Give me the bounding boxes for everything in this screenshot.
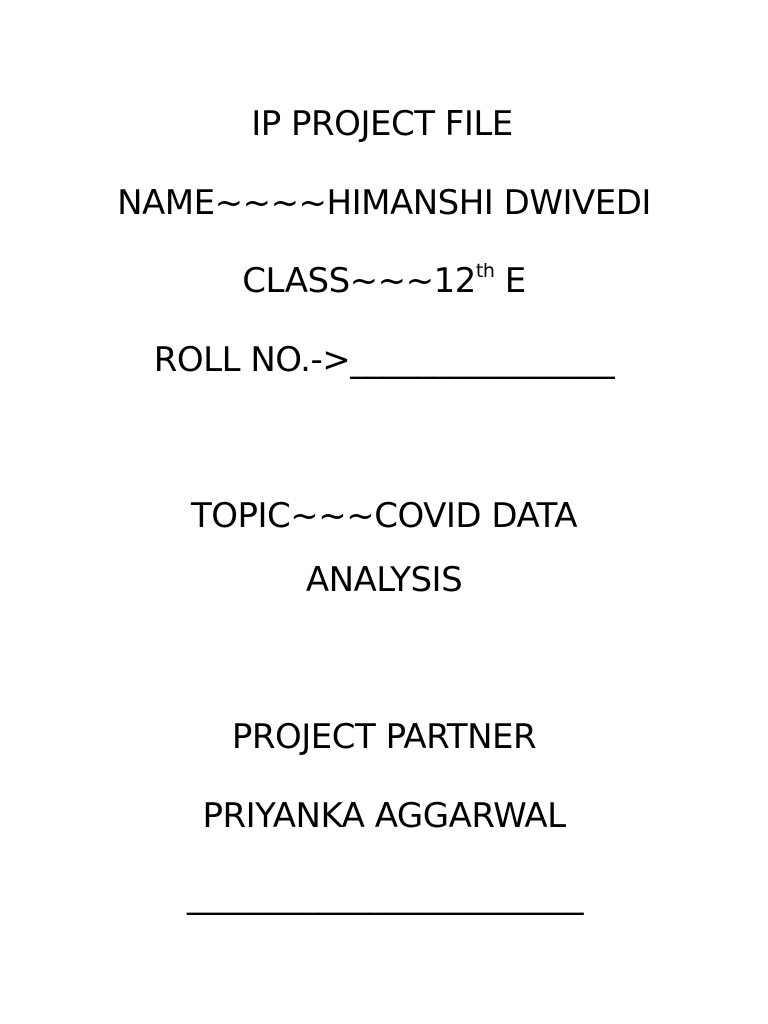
student-name-line: NAME~~~~HIMANSHI DWIVEDI xyxy=(117,183,651,223)
project-title: IP PROJECT FILE xyxy=(251,104,513,144)
class-prefix: CLASS~~~12 xyxy=(242,261,476,301)
roll-number-line: ROLL NO.->________________ xyxy=(153,340,615,380)
class-suffix: E xyxy=(494,261,526,301)
class-line xyxy=(0,261,768,301)
class-superscript: th xyxy=(475,260,495,282)
signature-rule: ________________________ xyxy=(187,876,583,916)
partner-name: PRIYANKA AGGARWAL xyxy=(202,796,566,836)
partner-heading: PROJECT PARTNER xyxy=(231,717,537,757)
topic-line-2: ANALYSIS xyxy=(305,560,463,600)
topic-line-1: TOPIC~~~COVID DATA xyxy=(190,496,578,536)
